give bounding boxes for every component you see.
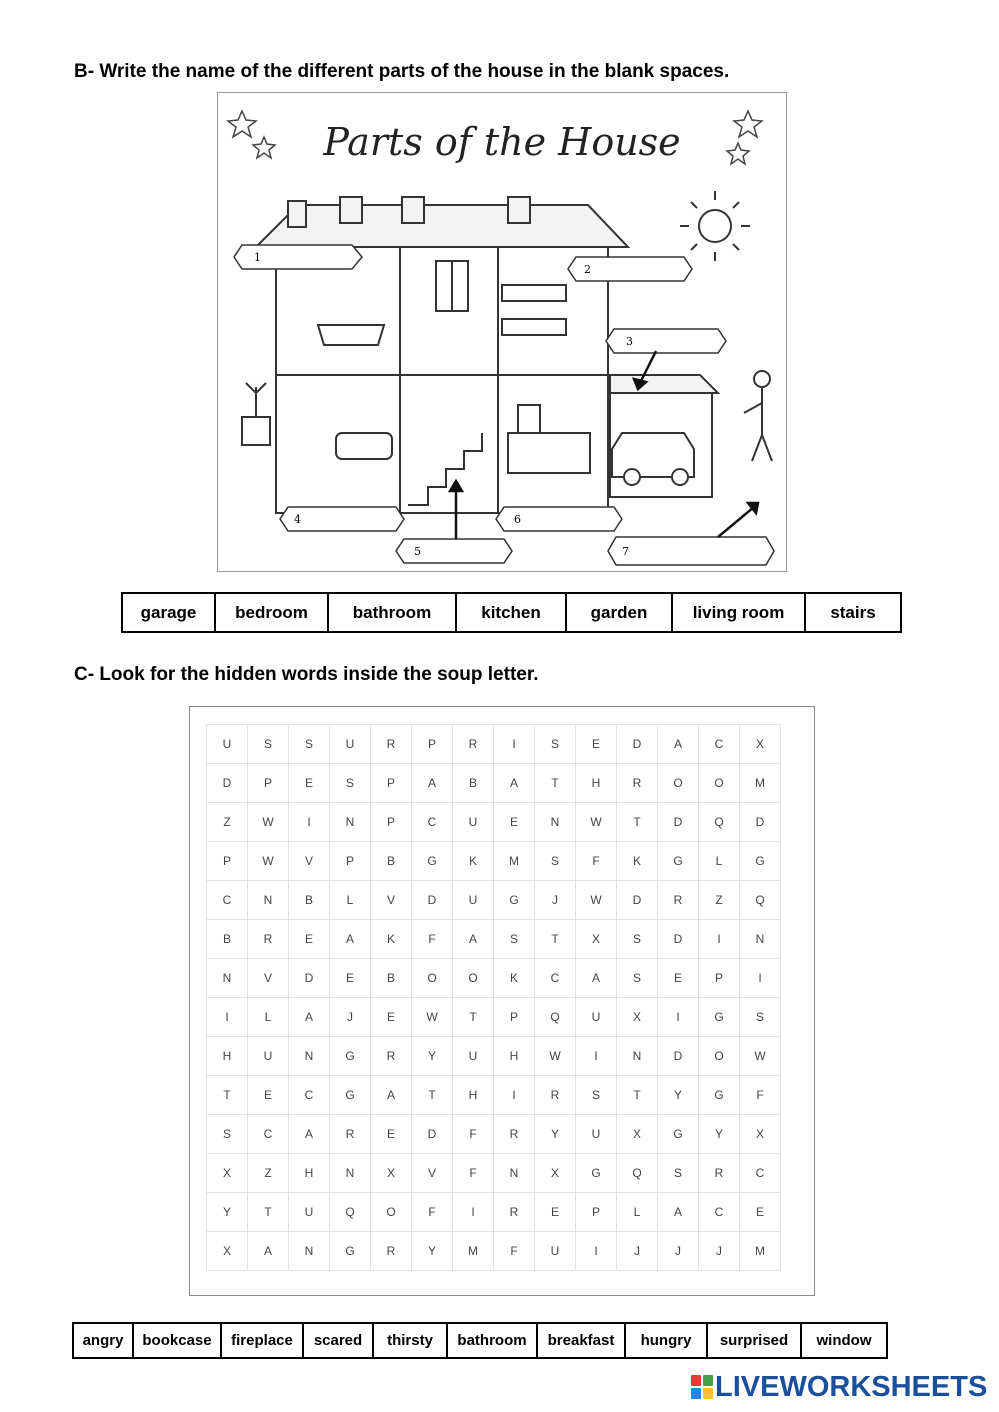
grid-row — [207, 1193, 781, 1232]
grid-cell[interactable]: T — [617, 803, 658, 842]
label-4: 4 — [294, 513, 301, 526]
grid-cell[interactable]: T — [535, 920, 576, 959]
grid-cell[interactable]: W — [576, 881, 617, 920]
grid-row — [207, 842, 781, 881]
grid-cell[interactable]: D — [740, 803, 781, 842]
grid-cell[interactable]: F — [494, 1232, 535, 1271]
grid-cell[interactable]: K — [617, 842, 658, 881]
grid-cell[interactable]: V — [412, 1154, 453, 1193]
grid-cell[interactable]: S — [535, 842, 576, 881]
grid-cell[interactable]: E — [576, 725, 617, 764]
grid-row — [207, 1232, 781, 1271]
grid-cell[interactable]: S — [740, 998, 781, 1037]
garage — [610, 375, 718, 497]
grid-row — [207, 1115, 781, 1154]
grid-cell[interactable]: G — [740, 842, 781, 881]
grid-cell[interactable]: U — [330, 725, 371, 764]
grid-cell[interactable]: Y — [699, 1115, 740, 1154]
grid-cell[interactable]: S — [207, 1115, 248, 1154]
grid-row — [207, 959, 781, 998]
grid-row — [207, 920, 781, 959]
grid-cell[interactable]: A — [658, 725, 699, 764]
grid-cell[interactable]: A — [412, 764, 453, 803]
grid-cell[interactable]: A — [494, 764, 535, 803]
grid-cell[interactable]: I — [576, 1232, 617, 1271]
grid-cell[interactable]: G — [330, 1076, 371, 1115]
grid-cell[interactable]: G — [658, 1115, 699, 1154]
grid-cell[interactable]: E — [248, 1076, 289, 1115]
grid-cell[interactable]: N — [330, 1154, 371, 1193]
grid-cell[interactable]: G — [494, 881, 535, 920]
grid-cell[interactable]: N — [207, 959, 248, 998]
grid-cell[interactable]: W — [248, 842, 289, 881]
grid-cell[interactable]: C — [699, 725, 740, 764]
grid-cell[interactable]: G — [330, 1037, 371, 1076]
word-bank-item: bathroom — [328, 593, 456, 632]
liveworksheets-logo — [691, 1372, 987, 1402]
grid-cell[interactable]: N — [248, 881, 289, 920]
grid-cell[interactable]: R — [494, 1193, 535, 1232]
word-bank-item: garden — [566, 593, 672, 632]
grid-cell[interactable]: U — [248, 1037, 289, 1076]
grid-cell[interactable]: X — [207, 1232, 248, 1271]
grid-cell[interactable]: N — [617, 1037, 658, 1076]
grid-cell[interactable]: M — [740, 764, 781, 803]
grid-cell[interactable]: I — [207, 998, 248, 1037]
grid-cell[interactable]: G — [699, 1076, 740, 1115]
grid-cell[interactable]: S — [617, 959, 658, 998]
label-2: 2 — [584, 263, 591, 276]
grid-cell[interactable]: T — [453, 998, 494, 1037]
grid-cell[interactable]: W — [248, 803, 289, 842]
grid-cell[interactable]: R — [371, 1232, 412, 1271]
grid-cell[interactable]: R — [535, 1076, 576, 1115]
grid-cell[interactable]: X — [740, 725, 781, 764]
grid-cell[interactable]: U — [453, 803, 494, 842]
grid-cell[interactable]: Z — [207, 803, 248, 842]
grid-cell[interactable]: D — [617, 881, 658, 920]
grid-cell[interactable]: B — [371, 842, 412, 881]
grid-cell[interactable]: B — [289, 881, 330, 920]
grid-cell[interactable]: X — [740, 1115, 781, 1154]
grid-cell[interactable]: R — [371, 725, 412, 764]
grid-cell[interactable]: U — [535, 1232, 576, 1271]
word-bank-item: stairs — [805, 593, 901, 632]
word-bank-item: kitchen — [456, 593, 566, 632]
grid-cell[interactable]: L — [248, 998, 289, 1037]
grid-cell[interactable]: M — [494, 842, 535, 881]
grid-cell[interactable]: R — [453, 725, 494, 764]
sun-icon — [680, 191, 750, 261]
grid-cell[interactable]: N — [740, 920, 781, 959]
grid-cell[interactable]: Z — [248, 1154, 289, 1193]
grid-cell[interactable]: L — [330, 881, 371, 920]
grid-cell[interactable]: S — [576, 1076, 617, 1115]
grid-cell[interactable]: N — [289, 1037, 330, 1076]
grid-cell[interactable]: I — [740, 959, 781, 998]
house-illustration — [217, 92, 787, 572]
hidden-word: scared — [303, 1323, 373, 1358]
grid-cell[interactable]: U — [576, 1115, 617, 1154]
grid-cell[interactable]: L — [699, 842, 740, 881]
grid-cell[interactable]: P — [494, 998, 535, 1037]
grid-cell[interactable]: P — [371, 764, 412, 803]
grid-cell[interactable]: H — [207, 1037, 248, 1076]
hidden-word: angry — [73, 1323, 133, 1358]
grid-cell[interactable]: S — [248, 725, 289, 764]
grid-cell[interactable]: P — [207, 842, 248, 881]
hidden-word: breakfast — [537, 1323, 625, 1358]
grid-cell[interactable]: O — [453, 959, 494, 998]
grid-cell[interactable]: L — [617, 1193, 658, 1232]
grid-cell[interactable]: D — [412, 1115, 453, 1154]
grid-cell[interactable]: H — [576, 764, 617, 803]
grid-cell[interactable]: F — [453, 1154, 494, 1193]
grid-cell[interactable]: F — [453, 1115, 494, 1154]
grid-row — [207, 764, 781, 803]
grid-cell[interactable]: C — [248, 1115, 289, 1154]
logo-squares-icon — [691, 1375, 713, 1399]
grid-cell[interactable]: G — [699, 998, 740, 1037]
grid-cell[interactable]: N — [535, 803, 576, 842]
hidden-word: bookcase — [133, 1323, 221, 1358]
grid-cell[interactable]: J — [699, 1232, 740, 1271]
grid-cell[interactable]: R — [699, 1154, 740, 1193]
grid-cell[interactable]: U — [289, 1193, 330, 1232]
grid-cell[interactable]: T — [207, 1076, 248, 1115]
grid-row — [207, 998, 781, 1037]
grid-cell[interactable]: S — [330, 764, 371, 803]
grid-cell[interactable]: K — [453, 842, 494, 881]
word-bank-item: bedroom — [215, 593, 328, 632]
grid-cell[interactable]: W — [740, 1037, 781, 1076]
grid-cell[interactable]: O — [699, 1037, 740, 1076]
grid-cell[interactable]: P — [248, 764, 289, 803]
word-search-puzzle — [189, 706, 815, 1296]
garden-figure — [744, 371, 772, 461]
grid-cell[interactable]: C — [740, 1154, 781, 1193]
grid-row — [207, 881, 781, 920]
grid-cell[interactable]: Q — [330, 1193, 371, 1232]
grid-cell[interactable]: X — [617, 1115, 658, 1154]
hidden-word: fireplace — [221, 1323, 303, 1358]
grid-cell[interactable]: N — [330, 803, 371, 842]
grid-cell[interactable]: H — [289, 1154, 330, 1193]
grid-cell[interactable]: H — [453, 1076, 494, 1115]
grid-cell[interactable]: J — [617, 1232, 658, 1271]
grid-cell[interactable]: A — [576, 959, 617, 998]
grid-cell[interactable]: A — [658, 1193, 699, 1232]
grid-cell[interactable]: D — [617, 725, 658, 764]
grid-cell[interactable]: F — [412, 920, 453, 959]
grid-cell[interactable]: U — [453, 881, 494, 920]
hidden-word: bathroom — [447, 1323, 537, 1358]
grid-cell[interactable]: G — [412, 842, 453, 881]
grid-cell[interactable]: B — [453, 764, 494, 803]
grid-cell[interactable]: E — [494, 803, 535, 842]
grid-cell[interactable]: D — [658, 920, 699, 959]
grid-cell[interactable]: Y — [412, 1037, 453, 1076]
grid-cell[interactable]: E — [289, 920, 330, 959]
grid-cell[interactable]: A — [289, 998, 330, 1037]
grid-cell[interactable]: I — [699, 920, 740, 959]
label-7: 7 — [622, 545, 629, 558]
grid-cell[interactable]: I — [494, 1076, 535, 1115]
grid-cell[interactable]: Y — [658, 1076, 699, 1115]
grid-cell[interactable]: W — [576, 803, 617, 842]
grid-row — [207, 1076, 781, 1115]
grid-row — [207, 1154, 781, 1193]
grid-cell[interactable]: K — [371, 920, 412, 959]
grid-cell[interactable]: W — [535, 1037, 576, 1076]
grid-cell[interactable]: P — [330, 842, 371, 881]
grid-cell[interactable]: D — [207, 764, 248, 803]
grid-cell[interactable]: C — [207, 881, 248, 920]
grid-cell[interactable]: A — [371, 1076, 412, 1115]
grid-cell[interactable]: G — [330, 1232, 371, 1271]
grid-cell[interactable]: Z — [699, 881, 740, 920]
grid-cell[interactable]: I — [658, 998, 699, 1037]
label-1: 1 — [254, 251, 261, 264]
grid-cell[interactable]: I — [494, 725, 535, 764]
grid-cell[interactable]: F — [412, 1193, 453, 1232]
grid-cell[interactable]: G — [658, 842, 699, 881]
grid-cell[interactable]: B — [371, 959, 412, 998]
grid-cell[interactable]: V — [248, 959, 289, 998]
letter-grid — [206, 724, 781, 1271]
grid-cell[interactable]: R — [658, 881, 699, 920]
grid-cell[interactable]: P — [412, 725, 453, 764]
grid-cell[interactable]: T — [617, 1076, 658, 1115]
grid-cell[interactable]: Q — [535, 998, 576, 1037]
grid-cell[interactable]: Y — [412, 1232, 453, 1271]
grid-cell[interactable]: E — [535, 1193, 576, 1232]
grid-cell[interactable]: E — [371, 1115, 412, 1154]
grid-cell[interactable]: U — [207, 725, 248, 764]
plant-pot — [242, 383, 270, 445]
grid-cell[interactable]: D — [658, 803, 699, 842]
grid-cell[interactable]: R — [494, 1115, 535, 1154]
section-c-heading: C- Look for the hidden words inside the soup letter. — [74, 664, 539, 685]
grid-cell[interactable]: A — [248, 1232, 289, 1271]
grid-cell[interactable]: J — [535, 881, 576, 920]
grid-row — [207, 725, 781, 764]
grid-cell[interactable]: P — [576, 1193, 617, 1232]
roof — [256, 197, 628, 247]
grid-cell[interactable]: Y — [535, 1115, 576, 1154]
illustration-title: Parts of the House — [323, 120, 681, 164]
grid-cell[interactable]: T — [535, 764, 576, 803]
grid-cell[interactable]: H — [494, 1037, 535, 1076]
label-6: 6 — [514, 513, 521, 526]
house-word-bank — [121, 592, 902, 633]
grid-cell[interactable]: D — [412, 881, 453, 920]
house-body — [276, 247, 608, 513]
grid-cell[interactable]: E — [371, 998, 412, 1037]
grid-cell[interactable]: X — [576, 920, 617, 959]
grid-cell[interactable]: T — [248, 1193, 289, 1232]
grid-cell[interactable]: S — [289, 725, 330, 764]
grid-cell[interactable]: C — [699, 1193, 740, 1232]
grid-cell[interactable]: S — [658, 1154, 699, 1193]
grid-cell[interactable]: I — [453, 1193, 494, 1232]
grid-cell[interactable]: N — [289, 1232, 330, 1271]
grid-cell[interactable]: Q — [740, 881, 781, 920]
grid-cell[interactable]: O — [412, 959, 453, 998]
grid-cell[interactable]: M — [453, 1232, 494, 1271]
grid-cell[interactable]: X — [371, 1154, 412, 1193]
brand-text: LIVEWORKSHEETS — [715, 1371, 988, 1403]
grid-cell[interactable]: Y — [207, 1193, 248, 1232]
grid-cell[interactable]: D — [658, 1037, 699, 1076]
grid-cell[interactable]: F — [740, 1076, 781, 1115]
grid-cell[interactable]: O — [699, 764, 740, 803]
grid-cell[interactable]: J — [658, 1232, 699, 1271]
grid-cell[interactable]: E — [289, 764, 330, 803]
grid-cell[interactable]: U — [453, 1037, 494, 1076]
word-bank-item: living room — [672, 593, 805, 632]
grid-cell[interactable]: T — [412, 1076, 453, 1115]
grid-cell[interactable]: C — [289, 1076, 330, 1115]
grid-cell[interactable]: M — [740, 1232, 781, 1271]
grid-cell[interactable]: J — [330, 998, 371, 1037]
label-5: 5 — [414, 545, 421, 558]
grid-cell[interactable]: I — [576, 1037, 617, 1076]
grid-cell[interactable]: P — [699, 959, 740, 998]
section-b-heading: B- Write the name of the different parts of the house in the blank spaces. — [74, 61, 730, 82]
grid-cell[interactable]: P — [371, 803, 412, 842]
grid-cell[interactable]: X — [207, 1154, 248, 1193]
grid-cell[interactable]: Q — [699, 803, 740, 842]
grid-cell[interactable]: D — [289, 959, 330, 998]
grid-cell[interactable]: E — [658, 959, 699, 998]
grid-cell[interactable]: A — [453, 920, 494, 959]
grid-cell[interactable]: N — [494, 1154, 535, 1193]
grid-cell[interactable]: B — [207, 920, 248, 959]
grid-cell[interactable]: A — [330, 920, 371, 959]
grid-cell[interactable]: O — [371, 1193, 412, 1232]
grid-cell[interactable]: C — [412, 803, 453, 842]
grid-cell[interactable]: S — [617, 920, 658, 959]
grid-cell[interactable]: C — [535, 959, 576, 998]
grid-cell[interactable]: R — [248, 920, 289, 959]
grid-cell[interactable]: V — [289, 842, 330, 881]
grid-cell[interactable]: O — [658, 764, 699, 803]
label-3: 3 — [626, 335, 633, 348]
grid-row — [207, 803, 781, 842]
grid-cell[interactable]: R — [371, 1037, 412, 1076]
grid-cell[interactable]: W — [412, 998, 453, 1037]
hidden-word: hungry — [625, 1323, 707, 1358]
grid-row — [207, 1037, 781, 1076]
grid-cell[interactable]: S — [535, 725, 576, 764]
grid-cell[interactable]: X — [617, 998, 658, 1037]
grid-cell[interactable]: X — [535, 1154, 576, 1193]
hidden-words-bank — [72, 1322, 888, 1359]
grid-cell[interactable]: V — [371, 881, 412, 920]
grid-cell[interactable]: R — [330, 1115, 371, 1154]
hidden-word: surprised — [707, 1323, 801, 1358]
grid-cell[interactable]: K — [494, 959, 535, 998]
word-bank-item: garage — [122, 593, 215, 632]
hidden-word: thirsty — [373, 1323, 447, 1358]
grid-cell[interactable]: R — [617, 764, 658, 803]
grid-cell[interactable]: E — [740, 1193, 781, 1232]
hidden-word: window — [801, 1323, 887, 1358]
grid-cell[interactable]: S — [494, 920, 535, 959]
grid-cell[interactable]: I — [289, 803, 330, 842]
grid-cell[interactable]: U — [576, 998, 617, 1037]
grid-cell[interactable]: F — [576, 842, 617, 881]
grid-cell[interactable]: A — [289, 1115, 330, 1154]
grid-cell[interactable]: Q — [617, 1154, 658, 1193]
grid-cell[interactable]: E — [330, 959, 371, 998]
grid-cell[interactable]: G — [576, 1154, 617, 1193]
